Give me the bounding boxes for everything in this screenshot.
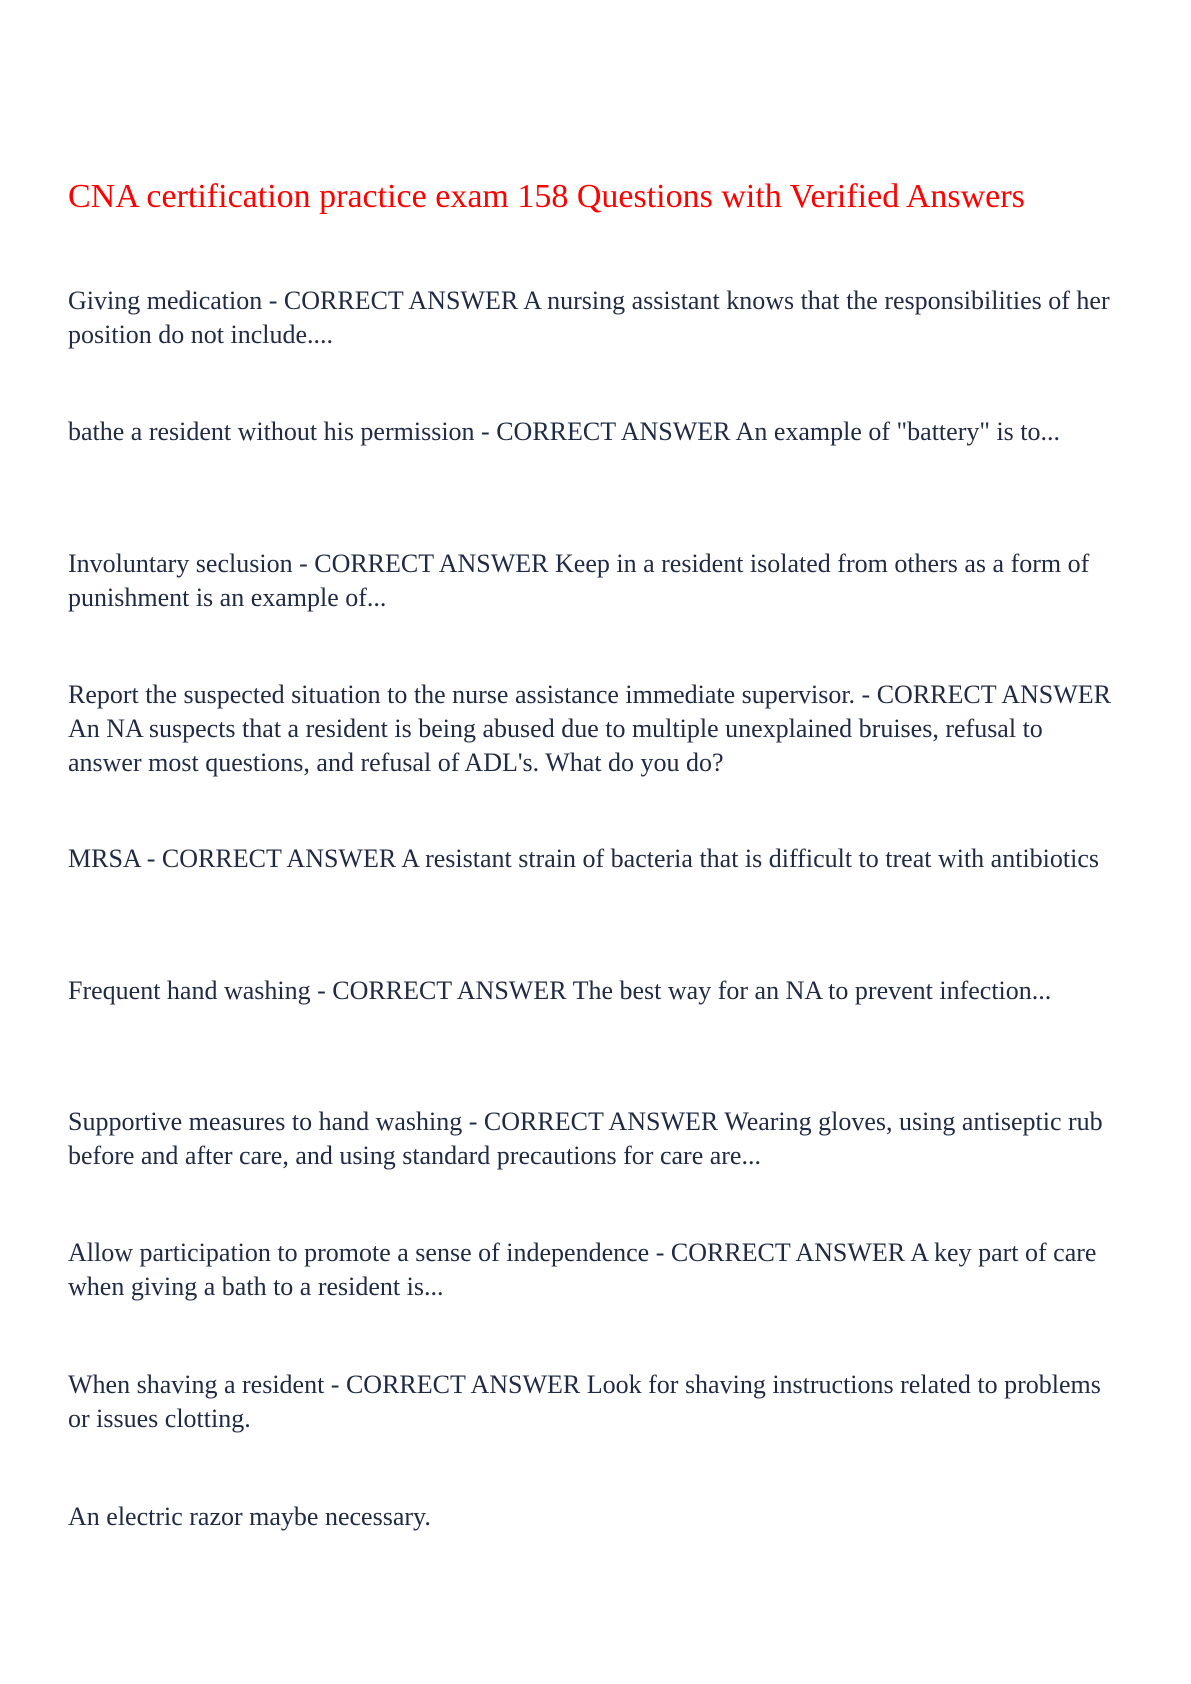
qa-entry: MRSA - CORRECT ANSWER A resistant strain of bacteria that is difficult to treat with antibiotics	[68, 844, 1099, 873]
qa-entry: Frequent hand washing - CORRECT ANSWER The best way for an NA to prevent infection...	[68, 976, 1052, 1005]
qa-entry: Giving medication - CORRECT ANSWER A nursing assistant knows that the responsibilities of her position do not include....	[68, 286, 1110, 349]
qa-entry: Allow participation to promote a sense of independence - CORRECT ANSWER A key part of care when giving a bath to a resident is...	[68, 1238, 1097, 1301]
qa-entry: Involuntary seclusion - CORRECT ANSWER Keep in a resident isolated from others as a form of punishment is an example of...	[68, 549, 1090, 612]
qa-entry: An electric razor maybe necessary.	[68, 1502, 431, 1531]
qa-entry: When shaving a resident - CORRECT ANSWER Look for shaving instructions related to problems or issues clotting.	[68, 1370, 1101, 1433]
document-title: CNA certification practice exam 158 Questions with Verified Answers	[68, 178, 1025, 215]
qa-entry: Supportive measures to hand washing - CORRECT ANSWER Wearing gloves, using antiseptic rub before and after care, and using standard precautions for care are...	[68, 1107, 1103, 1170]
qa-entry: Report the suspected situation to the nurse assistance immediate supervisor. - CORRECT ANSWER An NA suspects that a resident is being abused due to multiple unexplained bruises, refusal to answer most questions, and refusal of ADL's. What do you do?	[68, 680, 1111, 777]
qa-entry: bathe a resident without his permission - CORRECT ANSWER An example of "battery" is to...	[68, 417, 1061, 446]
